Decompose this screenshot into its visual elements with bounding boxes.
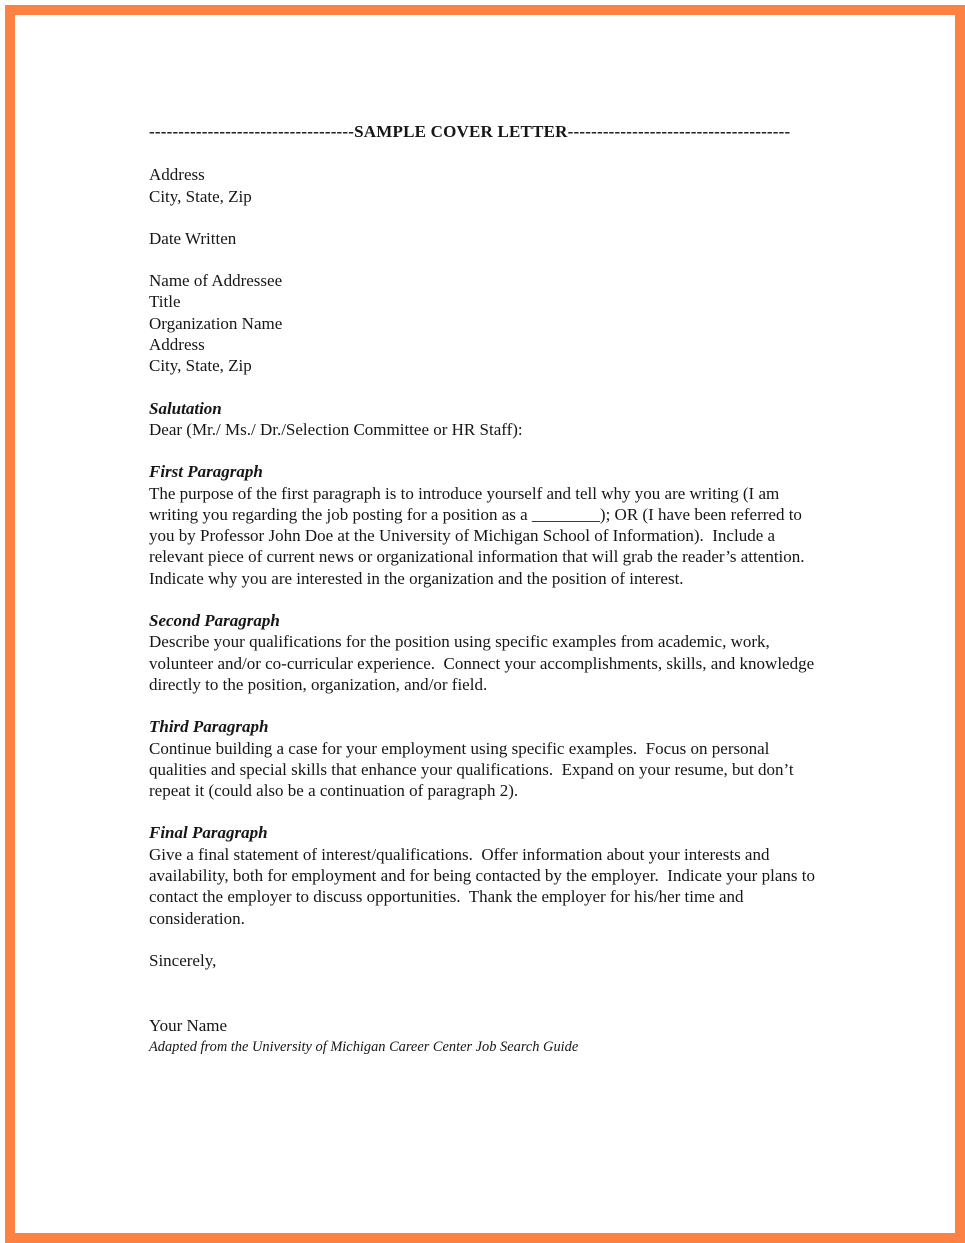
section-heading: Third Paragraph	[149, 717, 269, 737]
section-second-paragraph	[149, 610, 821, 695]
section-heading: Second Paragraph	[149, 611, 280, 631]
recipient-title-line: Title	[149, 292, 181, 312]
section-body: Dear (Mr./ Ms./ Dr./Selection Committee or HR Staff):	[149, 419, 523, 439]
title-label: SAMPLE COVER LETTER	[354, 122, 568, 141]
date-line: Date Written	[149, 228, 237, 248]
section-third-paragraph	[149, 716, 821, 801]
section-salutation	[149, 398, 821, 441]
section-heading: Salutation	[149, 398, 222, 418]
title-right-dashes: --------------------------------------	[567, 122, 791, 141]
recipient-address-line: Address	[149, 335, 205, 355]
signature-block	[149, 1015, 821, 1056]
document-title	[149, 121, 821, 142]
sender-address-block	[149, 164, 821, 207]
closing-block	[149, 950, 821, 971]
sender-address-line: Address	[149, 165, 205, 185]
attribution-note: Adapted from the University of Michigan Career Center Job Search Guide	[149, 1038, 579, 1055]
closing-line: Sincerely,	[149, 950, 217, 970]
recipient-org-line: Organization Name	[149, 313, 283, 333]
date-block	[149, 228, 821, 249]
section-body: Describe your qualifications for the position using specific examples from academic, work, volunteer and/or co-curricular experience. Connect your accomplishments, skills, and knowledge directly to the position, organization, and/or field.	[149, 632, 819, 694]
recipient-address-block	[149, 270, 821, 376]
section-body: The purpose of the first paragraph is to introduce yourself and tell why you are writing (I am writing you regarding the job posting for a position as a ________); OR (I have been referred to you by Professor John Doe at the University of Michigan School of Information). Include a relevant piece of current news or organizational information that will grab the reader’s attention. Indicate why you are interested in the organization and the position of interest.	[149, 483, 814, 588]
section-body: Continue building a case for your employment using specific examples. Focus on personal qualities and special skills that enhance your qualifications. Expand on your resume, but don’t repeat it (could also be a continuation of paragraph 2).	[149, 738, 798, 801]
section-body: Give a final statement of interest/qualifications. Offer information about your interests and availability, both for employment and for being contacted by the employer. Indicate your plans to contact the employer to discuss opportunities. Thank the employer for his/her time and consideration.	[149, 844, 820, 928]
signature-name: Your Name	[149, 1016, 228, 1036]
recipient-name-line: Name of Addressee	[149, 271, 283, 291]
title-left-dashes: -----------------------------------	[149, 122, 355, 141]
section-first-paragraph	[149, 461, 821, 589]
sender-city-line: City, State, Zip	[149, 186, 252, 206]
section-final-paragraph	[149, 822, 821, 928]
recipient-city-line: City, State, Zip	[149, 356, 252, 376]
section-heading: Final Paragraph	[149, 823, 268, 843]
section-heading: First Paragraph	[149, 462, 263, 482]
cover-letter-document	[149, 121, 821, 1057]
